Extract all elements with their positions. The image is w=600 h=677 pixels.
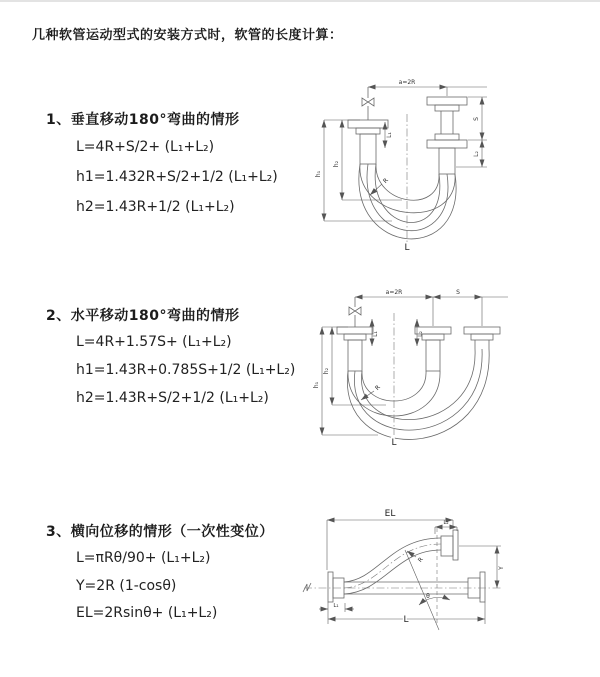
radius-leader: [370, 177, 390, 195]
section-3-heading: 3、横向位移的情形（一次性变位）: [46, 524, 274, 540]
formula-line: h2=1.43R+1/2 (L₁+L₂): [76, 199, 235, 215]
dimension-a2r-s: [355, 289, 508, 326]
dim-label-l2: L₂: [417, 331, 424, 337]
formula-line: EL=2Rsinθ+ (L₁+L₂): [76, 605, 218, 621]
page-title: 几种软管运动型式的安装方式时，软管的长度计算：: [32, 28, 343, 43]
formula-line: h1=1.432R+S/2+1/2 (L₁+L₂): [76, 169, 278, 185]
diagram-horizontal-180-bend: [306, 283, 531, 458]
formula-line: h1=1.43R+0.785S+1/2 (L₁+L₂): [76, 362, 296, 378]
dim-label-l-total: L: [391, 438, 397, 448]
dim-label-a2r: a=2R: [398, 79, 416, 86]
dim-label-h1: h₁: [313, 381, 320, 389]
dim-label-y: Y: [498, 566, 505, 570]
dim-label-h2: h₂: [323, 367, 330, 375]
right-pipe-flange: [464, 327, 500, 349]
section-2-heading: 2、水平移动180°弯曲的情形: [46, 308, 240, 324]
right-flange: [468, 572, 485, 602]
formula-line: L=πRθ/90+ (L₁+L₂): [76, 550, 211, 566]
dim-label-h1: h₁: [315, 170, 322, 178]
dim-label-l1: L₁: [372, 331, 379, 337]
right-pipe-flange: [427, 97, 467, 174]
diagram-lateral-displacement: [298, 498, 568, 633]
dim-label-r: R: [373, 383, 382, 392]
dimension-l2: [435, 520, 457, 534]
dimension-el: [327, 509, 453, 570]
formula-line: L=4R+1.57S+ (L₁+L₂): [76, 334, 232, 350]
dim-label-r: R: [381, 176, 390, 185]
valve-icon: [362, 87, 374, 120]
dim-label-l1: L₁: [386, 132, 393, 138]
dim-label-a2r: a=2R: [385, 289, 403, 296]
formula-line: h2=1.43R+S/2+1/2 (L₁+L₂): [76, 390, 269, 406]
hose-u-loop-position-2: [347, 349, 489, 439]
formula-line: Y=2R (1-cosθ): [76, 578, 177, 594]
dim-label-l-total: L: [403, 615, 409, 625]
dim-label-l-total: L: [404, 243, 410, 253]
dim-label-l2: L₂: [473, 151, 480, 157]
dim-label-s: S: [456, 289, 460, 296]
dim-label-l1: L₁: [333, 603, 339, 609]
left-flange: [328, 572, 344, 602]
left-pipe-flange: [337, 327, 373, 371]
left-pipe-flange: [348, 120, 388, 164]
dim-label-h2: h₂: [333, 160, 340, 168]
dim-label-theta: θ: [426, 593, 430, 600]
valve-icon: [349, 297, 361, 327]
dimension-l1-l2: [372, 319, 424, 346]
dim-label-r: R: [416, 556, 425, 564]
hose-displaced-position: [344, 538, 441, 594]
dimension-s-l2: [456, 97, 487, 167]
dim-label-s: S: [473, 117, 480, 121]
dim-label-l2: L₂: [443, 520, 449, 526]
formula-line: L=4R+S/2+ (L₁+L₂): [76, 139, 215, 155]
dimension-l1: [385, 122, 393, 148]
dimension-a2r: [368, 79, 487, 96]
raised-flange: [441, 530, 458, 560]
diagram-vertical-180-bend: [306, 72, 521, 257]
dimension-l: [328, 602, 485, 625]
dim-label-el: EL: [384, 509, 396, 519]
dimension-h1-h2: [313, 327, 386, 435]
section-1-heading: 1、垂直移动180°弯曲的情形: [46, 112, 240, 128]
dimension-l1: [319, 603, 354, 612]
hose-u-loop: [359, 164, 456, 239]
